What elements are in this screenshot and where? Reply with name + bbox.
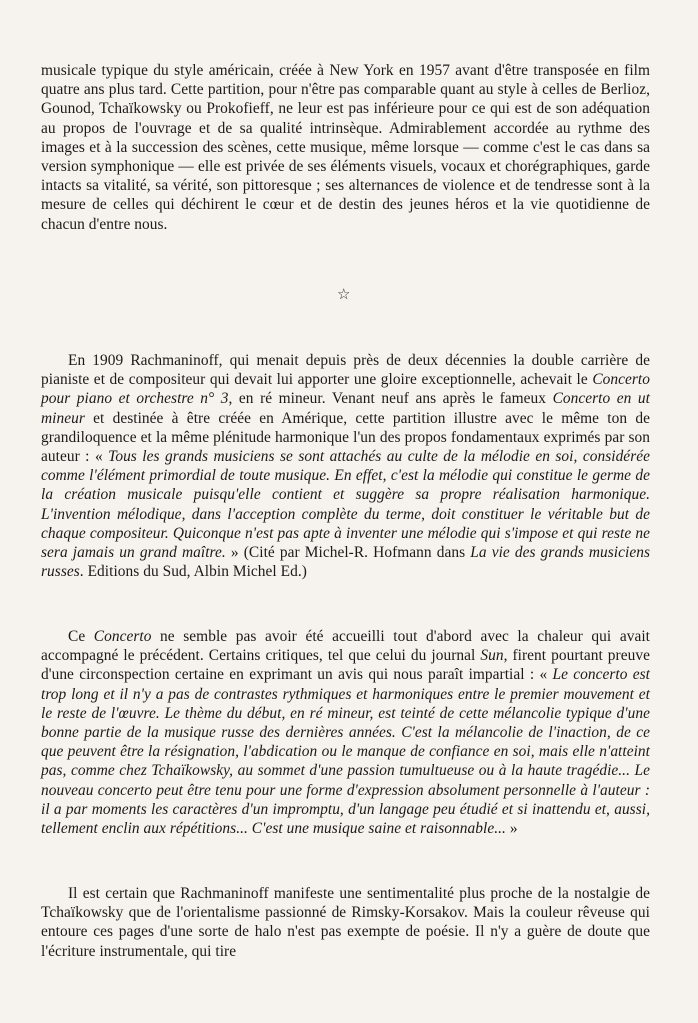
paragraph-rachmaninoff-concerto-3 bbox=[41, 351, 650, 581]
text-run: , en ré mineur. Venant neuf ans après le fameux bbox=[228, 390, 553, 408]
italic-book-title: La vie des grands musiciens russes bbox=[41, 544, 650, 581]
text-run: et destinée à être créée en Amérique, cette partition illustre avec le même ton de grandiloquence et la même plénitude harmonique l'un des propos fondamentaux exprimés par son auteur : « bbox=[41, 409, 650, 466]
text-run: ne semble pas avoir été accueilli tout d'abord avec la chaleur qui avait accompagné le précédent. Certains critiques, tel que celui du journal bbox=[41, 628, 650, 665]
italic-title-concerto-ut-mineur: Concerto en ut mineur bbox=[41, 390, 650, 427]
text-run: Ce bbox=[68, 628, 94, 645]
text-run: » (Cité par Michel-R. Hofmann dans bbox=[225, 544, 471, 562]
paragraph-sentimentality: Il est certain que Rachmaninoff manifeste une sentimentalité plus proche de la nostalgie de Tchaïkowsky que de l'orientalisme passionné de Rimsky-Korsakov. Mais la couleur rêveuse qui entoure ces pages d'une sorte de halo n'est pas exempte de poésie. Il n'y a guère de doute que l'écriture instrumentale, qui tire bbox=[41, 885, 650, 960]
paragraph-west-side-story: musicale typique du style américain, créée à New York en 1957 avant d'être transposée en film quatre ans plus tard. Cette partition, pour n'être pas comparable quant au style à celles de Berlioz, Gounod, Tchaïkowsky ou Prokofieff, ne leur est pas inférieure pour ce qui est de son adéquation au propos de l'ouvrage et de sa qualité intrinsèque. Admirablement accordée au rythme des images et à la succession des scènes, cette musique, même lorsque — comme c'est le cas dans sa version symphonique — elle est privée de ses éléments visuels, vocaux et chorégraphiques, garde intacts sa vitalité, sa vérité, son pittoresque ; ses alternances de violence et de tendresse sont à la mesure de celles qui déchirent le cœur et de destin des jeunes héros et la vie quotidienne de chacun d'entre nous. bbox=[41, 62, 650, 233]
italic-title-concerto-3: Concerto pour piano et orchestre n° 3 bbox=[41, 371, 650, 408]
paragraph-critical-reception bbox=[41, 627, 650, 838]
critic-quote: Le concerto est trop long et il n'y a pas de contrastes rythmiques et harmoniques entre le premier mouvement et le reste de l'œuvre. Le thème du début, en ré mineur, est teinté de cette mélancolie typique d'une bonne partie de la musique russe des dernières années. C'est la mélancolie de l'inaction, de ce que peuvent être la résignation, l'abdication ou le manque de confiance en soi, mais elle n'atteint pas, comme chez Tchaïkowsky, au sommet d'une passion tumultueuse ou à la haute tragédie... Le nouveau concerto peut être tenu pour une forme d'expression absolument personnelle à l'auteur : il a par moments les caractères d'un impromptu, d'un langage peu étudié et si inattendu et, aussi, tellement enclin aux répétitions... C'est une musique saine et raisonnable... bbox=[41, 666, 650, 838]
italic-word-concerto: Concerto bbox=[93, 628, 152, 645]
rachmaninoff-quote: Tous les grands musiciens se sont attachés au culte de la mélodie en soi, considérée comme l'élément primordial de toute musique. En effet, c'est la mélodie qui constitue le germe de la création musicale puisqu'elle contient et suggère sa propre réalisation harmonique. L'invention mélodique, dans l'acception complète du terme, doit constituer le véritable but de chaque compositeur. Quiconque n'est pas apte à inventer une mélodie qui s'impose et qui reste ne sera jamais un grand maître. bbox=[41, 448, 650, 562]
text-run: » bbox=[505, 820, 518, 838]
text-run: En 1909 Rachmaninoff, qui menait depuis près de deux décennies la double carrière de pianiste et de compositeur qui devait lui apporter une gloire exceptionnelle, achevait le bbox=[41, 352, 650, 389]
text-run: . Editions du Sud, Albin Michel Ed.) bbox=[79, 563, 307, 581]
italic-journal-sun: Sun bbox=[480, 647, 504, 665]
text-run: , firent pourtant preuve d'une circonspection certaine en exprimant un avis qui nous paraît impartial : « bbox=[41, 647, 650, 684]
star-separator-icon: ☆ bbox=[337, 285, 351, 303]
